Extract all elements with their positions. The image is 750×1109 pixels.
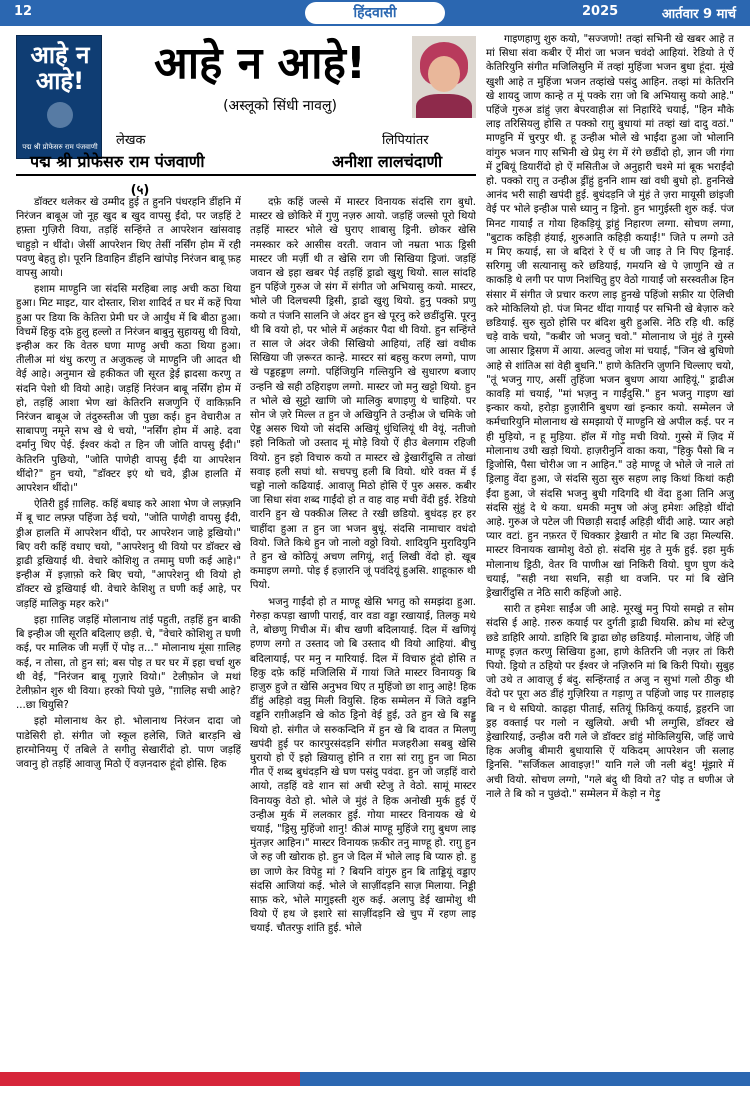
chapter-number: (५) [130,183,150,198]
author-label: लेखक [116,133,146,148]
text-column-3 [486,33,734,1062]
newspaper-name: हिंदवासी [305,2,445,24]
cover-author: पद्म श्री प्रोफेसरु राम पंजवाणी [22,143,98,151]
footer-blue-segment [300,1072,750,1086]
photo-face [428,56,460,92]
paragraph: डॉक्टर थलेकर खे उम्मीद हुई त हुननि पंधरहनि डींहनि में निरंजन बाबूअ जो नूह खुद ब खुद वापसु ईंदो, पर जड़हिं टे हफ़्ता गुज़िरी विया, तड़हिं सन्हिंग्ते त आपरेशन खांसवाइ चाहुड़ो न थींदो। जेसीं आपरेशन थिए तेसीं नर्सिंग होम में रही पवणु बेहतु हो। पूरनि डिवाहिन डींहनि खांपोइ निरंजन बाबू फ़ह वापसु आयो। [16,197,241,280]
text-column-1 [16,196,241,1062]
header-date: आर्तवार 9 मार्च [661,7,736,22]
page-header [0,0,750,26]
story-title: आहे न आहे! [154,38,366,89]
book-cover-image [16,35,102,159]
paragraph: इहा ग़ालिह जड़हिं मोलानाथ तांई पहुती, तड़हिं हुन बाकी बि इन्हीअ जी सूरति बदिलाए छड़ी. चे, "वेचारे कोशिशु त घणी कई, पर मालिक जी मर्ज़ी ऐं पोइ त..." मोलानाथ मूंसा ग़ालिह कई, न तोसा, तो हुन सां; बस पोइ त घर घर में इहा चर्चा शुरु थी वेई, "निरंजन बाबू गुज़ारे वियो।" टेलीफ़ोन जे मथां टेलीफ़ोन शुरु थी विया। हरको पियो पुछे, "ग़ालिह सची आहे? ...छा थियुसि? [16,614,241,712]
translit-label: लिपियांतर [382,133,429,148]
cover-glow [47,102,73,128]
page-footer-bar [0,1072,750,1086]
translit-name: अनीशा लालचंदाणी [332,152,443,171]
paragraph: दफ़े कहिं जल्से में मास्टर विनायक संदसि राग बुधो. मास्टर खे छोकिरे में गुणु नज़रु आयो. जड़हिं जल्सो पूरो थियो तड़हिं मास्टर भोले खे घुराए शाबासु ड्रिनी. छोकर खेसि नमस्कार करे आसीस वरती. जवान जो नम्रता भाऊ ड्रिसी मास्टर जी मर्ज़ी थी त खेसि राग जी सिखिया ड्रिजां. जड़हिं जवान खे इहा खबर पेई तड़हिं ड्राढो खुशु थियो. साल सांदहि हुन पहिंजे गुरुअ जे संग में संगीत जो अभियासु कयो. मास्टर, भोले जी दिलचस्पी ड्रिसी, ड्राढो खुशु थियो. हुनु पक्को प्रणु कयो त पंजनि सालनि जे अंदर हुन खे पूरनु करे छडींदुसि. पूरनु थी बि वयो हो, पर भोले में अहंकार पैदा थी वियो. हुन सन्हिंग्ते त साल जे अंदर जेकी सिखियो आहियां, तहिं खां वधीक सिखिया जी ज़रूरत कान्हे. मास्टर सां बहसु करण लग्गो, पाण खे पड्डहड्डण लग्गो. पहिंजियुनि गल्तियुनि खे सुधारण बजाए उन्हनि खे सही ठहिराइण लग्गो. मास्टर जो मनु खट्टो थियो. हुन त भोले खे सुट्टो खाणि जो मालिकु बणाइणु थे चाहियो. पर सोन जे ज़रे मिल्ल त हुन जे अखियुनि ते उन्हीअ जे चमिके जो ऐड्ड असरु थियो जो संदसि अखियूं धुंधिलियूं थी वेयूं. नतीजो इहो निकितो जो उस्ताद मूं मोड़े वियो ऐं हीउ बेलगाम रहिजी वियो. हुन इहो विचारु कयो त मास्टर खे ड्रेखारींदुसि त तोखां सवाइ हली सघां थो. सचपचु हली बि वियो. थोरे वक्त में ई चड्डो नालो कढियाई. आवाज़ु मिठो होसि ऐं पुरु असरु. कबीर जा सिधा संवा शब्द गाईंदो हो त वाह वाह मची वेंदी हुई. रेडियो वारनि हुन खे पक्कीअ लिस्ट ते रखी छडियो. बुधंदड़ हर हर चाहींदा हुआ त हुन जा भजन बुधूं. संदसि नामाचार वधंदो वियो. जिते किथे हुन जो नालो वठ्ठो वियो. शादियुनि मुरादियुनि ते हुन खे कोठियूं अचण लगियूं, शर्तु लिखी वेंदो हो. खूब कमाइण लग्गो. पोइ ई हज़ारनि जूं पवंदियूं हुअसि. शाहूकारु थी पियो. [250,197,476,592]
photo-body [416,94,472,118]
paragraph: सारी त हमेशः साईंअ जी आहे. मूरखुं मनु पियो समझे त सोम संदसि ई आहे. ग़रुरु कयाई पर दुर्गती ड्राढी थियसि. क्रोध मां स्टेजु छडे डाहिरि आयो. डाहिरि बि ड्राढा छोह छडियाईं. मोलानाथ, जेहिं जी माण्हू इज़त करणु सिखिया हुआ, हाणे केतिरनि जी नज़र तां किरी पियो. ड्रियो त ठहियो पर ईश्वर जे नज़िरुनि मां बि किरी पियो। सुबुह जो उथे त आवाज़ु ई बंदु. सन्हिंग्ताई त अजु न सुभां गलो ठीकु थी वेंदो पर पूरा अठ डींहं गुज़िरिया त गड़ाणु त पहिंजो जाइ पर ग़ालहाइ बि न थे सघियो. काढ़हा पीताई, सतियूं फ़िकियूं कयाई, ड्रहरनि जा ड्रह वक्ताई पर गलो न खुलियो. अची भी लग्गुसि, डॉक्टर खे ड्रेखारियाई, उन्हीअ वरी गले जे डॉक्टर डांहुं मोकिलियुसि, जहिं जाचे हिक अजीबु बीमारी बुधायासि ऐं यकिदम् आपरेशन जी सलाह ड्रिनसि. "सर्जिकल आवाइज़!" यानि गले जी नली बंदु! मूंझारे में अची वियो. सोचण लग्गो, "गले बंदु थी वियो त? पोइ त धणीअ जे नाले ते बि को न पुछंदो." सम्मेलन में केड़ो न गेड़ु [486,604,734,800]
page-number: 12 [14,4,33,19]
footer-red-segment [0,1072,300,1086]
translator-photo [412,36,476,118]
header-divider [16,174,476,176]
story-subtitle: (अस्लूको सिंधी नावलु) [223,98,337,114]
cover-title: आहे न आहे! [30,41,90,95]
paragraph: भजनु गाईंदो हो त माण्हू खेसि भगतु को समझंदा हुआ. गेरुड़ा कपड़ा खाणी पाराई, वार वडा वड्डा रखायाई, तिलकु मथे ते, बोछणु गिचीअ में। बीच खणी बदिलायाई. दिल में खणियूं हणण लगो त उस्ताद जो बि उस्ताद थी वियो आहियां. बीचु बदिलायाई, पर मनु न मारियाई. दिल में विचारु हूंदो होसि त हिकु दफ़े कहिं मजिलिसि में गायां जिते मास्टर विनायकु बि हाज़ुरु हुजे त खेसि अनुभव थिए त मुहिंजो छा शानु आहे! हिक डींहुं अहिड़ो वझु मिली वियुसि. हिक सम्मेलन में जिते वड्डनि वड्डनि राग़ीअड़नि खे कोठ ड्रिनो वेई हुई, उते हुन खे बि सड्डु थियो हो. संगीत जे सरुकन्दिनि में हुन खे बि दावत त मिलणु खपंदी हुई पर कारपुरसंदड़नि संगीत मजहरीआ सबबु खेसि घुरायो हो ऐं इहो ख़ियालु होनि त राग़ सां राग़ु हुन जा मिठा गीत ऐं शब्द बुधंदड़नि खे घण पसंदु पवंदा. हुन जो जड़हिं वारो आयो, तड़हिं वडे शान सां अची स्टेजु ते वेठो. सामूं मास्टर विनायकु वेठो हो. भोले जे मुंहं ते हिक अनोखी मुर्क हुई ऐं उन्हीअ मुर्क में ललकार हुई. गोया मास्टर विनायक खे थे चयाई, "ड्रिसु मुहिंजो शानु! कीअं माण्हू मुहिंजे राग़ु बुधण लाइ मुंतज़र आहिन।" मास्टर विनायक फ़कीर तनु माण्हू हो. राग़ु हुन जे रुह जी खोराक हो. हुन जे दिल में भोले लाइ बि प्यारु हो. हु छा जाणे केर विपेहु मां ? बियनि वांगुरु हुन बि ताड्डियूं वड्डाए संदसि आजियां कई. भोले जे साज़ींदड़नि साज़ मिलाया. निड्डी साफ़ करे, भोले मागुइस्ती शुरु कई. अलापु डेई खामोशु थी वियो ऐं हथ जे इशारे सां साज़ींदड़नि खे चुप में रहण लाइ चयाई. चौतरफु शांति हुई. भोले [250,596,476,935]
text-column-2 [250,196,476,1062]
header-year: 2025 [582,4,619,19]
paragraph: इहो मोलानाथ केर हो. भोलानाथ निरंजन दादा जो पाडेसिरी हो. संगीत जो स्कूल हलेसि, जिते बारड़नि खे हारमोनियमु ऐं तबिले ते सगीतु सेखारींदो हो. पाण जड़हिं जवानु हो तड़हिं आवाज़ु मिठो ऐं वज़नदारु हूंदो होसि. हिक [16,716,241,770]
paragraph: गाइणहाणु शुरु कयो, "सज्जणो! तव्हां सभिनी खे खबर आहे त मां सिधा संवा कबीर ऐं मीरां जा भजन चवंदो आहियां. रेडियो ते ऐं केतिरियुनि संगीत मजिलिसुनि में तव्हां मुहिंजा भजन बुधा हूंदा. मूंखे खुशी आहे त मुहिंजा भजन तव्हांखे पसंदु आहिन. तव्हां मां केतिरनि खे शायदु जाण कान्हे त मूं पक्के राग़ जो बि अभियासु कयो आहे." पहिंजे गुरुअ डांहुं ज़रा बेपरवाहीअ सां निहारिंदे चयाई, "हिन मौके लाइ तरिसियलु होसि त पक्को राग़ु बुधायां मां तव्हां खां दादु वठां." माण्हुनि में चुरपुर थी. हू उन्हीअ भोले खे भाईंदा हुआ जो भोलानि वांगुरु भजन गाए सभिनी खे प्रेमु रंग में रंगे छडींदो हो, ज्ञान जी गंगा में टुबियूं डियारींदो हो ऐं मसितीअ जे अनुहारी चश्मे मां बूक भराईंदो हो. पक्को राग़ु त उन्हीअ ड्रींहुं हुननि शाम खां वधी बुधो हो. हुननिखे आनंद भरी साही खपंदी हुई. बुधंदड़नि जे मुंहं ते ज़रा मायूसी छांइजी वेई पर भोले इन्हीअ पासे ध्यानु न ड्रिनो. हुन भागुईस्ती शुरु कई. पंज मिनट गायाईं त गोया हिकड़ियूं ड्रांहुं निहारण लग्गा. सोचण लग्गा, "बुटाक कहिड़ी हंयाई, शुरुआति कहिड़ी कयाईं!" जिते प लग्गो उते म मिए कयाई, सा जे बदिरां रे ऐं ध जी जाइ ते नि पिए ड्रिनाई. सरिगमु जी सत्यानासु करे छडियाई, गमयनि खे पे ज़ाणुनि खे त काकड़ि थे लगी पर पाण निशंचितु हुए वेठो गायाईं जो सरस्वतीअ हिन संसार में संगीत जे प्रचार करण लाइ हुनखे पहिंजो सफ़ीर या ऐलिची करे मोकिलियो हो. पंज मिनट थींदा गायाईं पर सभिनी खे बेज़ारु करे छडियाई. सुरु सुठो होसि पर बंदिश बुरी हुअसि. नेठि रड़ि थी. कहिं चड़े वाके चयो, "कबीर जो भजनु चवो." मोलानाथ जे मुंहं ते गुस्से जा आसार ड्रिसण में आया. अल्वतु जोश मां चयाई, "जिन खे बुधिणो आहे से शांतिअ सां वेही बुधनि." हाणे केतिरनि ज़ुणनि चिल्लाए चयो, "तूं भजनु गाए, असीं तुहिंजा भजन बुधण आया आहियूं." ड्राढीअ कावड़ि मां चयाई, "मां भज़नु न गाईंदुसि." हुन भजनु गाइण खां इन्कार कयो, हरोड़ा हुज़ारीनि बुधण खां इन्कार कयो. सम्मेलन जे कर्मचारियुनि मोलानाथ खे समझायो ऐं माण्हुनि खे अपील कई. पर न ही मुड़ियो, न हू मुड़िया. हॉल में गोड़ु मची वियो. गुस्से में ज़िद में मोलानाथ उथी खड़ो थियो. हाज़रीनुनि वाका कया, "हिकु पैसो बि न ड्रिजोसि, पैसा चोरीअ जा न आहिन." उहे माण्हू जे भोले जे नाले तां ड्रिलाहु वेंदा हुआ, जे संदसि सुठा सुरु सहण लाइ किथां किथां कही ईंदा हुआ, जे संदसि भजनु बुधी गदिगदि थी वेंदा हुआ तिनि अजु संदसि सुंहुं दे थे कया. धमकी मनुष जो अंजु हमेशः अहिड़ो थींदो आहे. गुरुअ जे पटेल जी पिछाड़ी सदाईं अहिड़ी थींदी आहे. प्यार अहो प्यार वटां. हुन नफ़रत ऐं धिक्कार ड्रेखारी त मोट बि उहा मिल्यसि. मास्टर विनायक खामोशु वेठो हो. संदसि मुंह ते मुर्क हुई. इहा मुर्क मोलानाथ ड्रिठी, वेतर वि पाणीअ खां निकिरी वियो. घुण घुण कंदे चयाई, "सही नथा सधनि, सड़ी था वजनि. पर मां बि खेनि ड्रेखारींदुसि त नेठि सारी कहिंजो आहे. [486,34,734,599]
author-name: पद्म श्री प्रोफेसरु राम पंजवाणी [30,152,205,171]
paragraph: हशाम माण्हुनि जा संदसि मरहिबा लाइ अची कठा थिया हुआ। मिट माइट, यार दोस्तार, शिश शादिर्द त घर में कहें पिया हुआ पर डिया कि केतिरा प्रेमी घर जे आर्युंध में बि बीठा हुआ। विचमें हिकु दफ़े हुलु हल्लो त निरंजन बाबुनु सुहायसु थी वियो, इन्हीअ कर कि वेतरु घणा माण्हु अची कठा थिया हुआ। तीलीअ मां थंधु करणु त अजुकल्ह जे माण्हुनि जी आदत थी वेई आहे। अनुमान खे हकीकत जी सूरत ड्रेई ह्रादसा करणु त संदनि पेशो थी वियो आहे। जड़हिं निरंजन बाबू नर्सिंग होम में हो, तड़हिं आशा भेण खां केतिरनि सजणुनि ऐं वाकिफ़नि निरंजन बाबूअ जे तंदुरुस्तीअ जी पुछा कई। हुन वेचारीअ त साबापणु नमूने सभ खे थे चयो, "नर्सिंग होम में आहे. दवा दर्मानु थिए पेई. ईश्वर कंदो त हिन जी जोति वापसु ईंदी।" केतिरनि पुछियो, "जोति पाणेही वापसु ईंदी या आपरेशन थींदो?" हुन चयो, "डॉक्टर इएं थो चवे, ड्रीअ हालति में आपरेशन थींदो।" [16,284,241,495]
paragraph: ऐतिरी हुई ग़ालिह. कहिं बधाइ करे आशा भेण जे लफ़्ज़नि में बू चाट लफ़्ज़ पहिंजा ठेई चयो, "जोति पाणेही वापसु ईंदी, ड्रीअ हालति में आपरेशन थींदो, पर आपरेशन जाहे ड्रखियो।" बिए वरी कहिं वधाए चयो, "आपरेशनु थी वियो पर डॉक्टर खे ड्राढी ड्रखियाई थी. वेचारे कोशिशु त तमामु घणी कई आहे।" इन्हीअ में इज़ाफ़ो करे बिए चयो, "आपरेशनु थी वियो हो डॉक्टर खे ड्रखियाई थी. वेचारे केशिशु त घणी कई आहे, पर जड़हिं मालिकु महर करे।" [16,499,241,610]
